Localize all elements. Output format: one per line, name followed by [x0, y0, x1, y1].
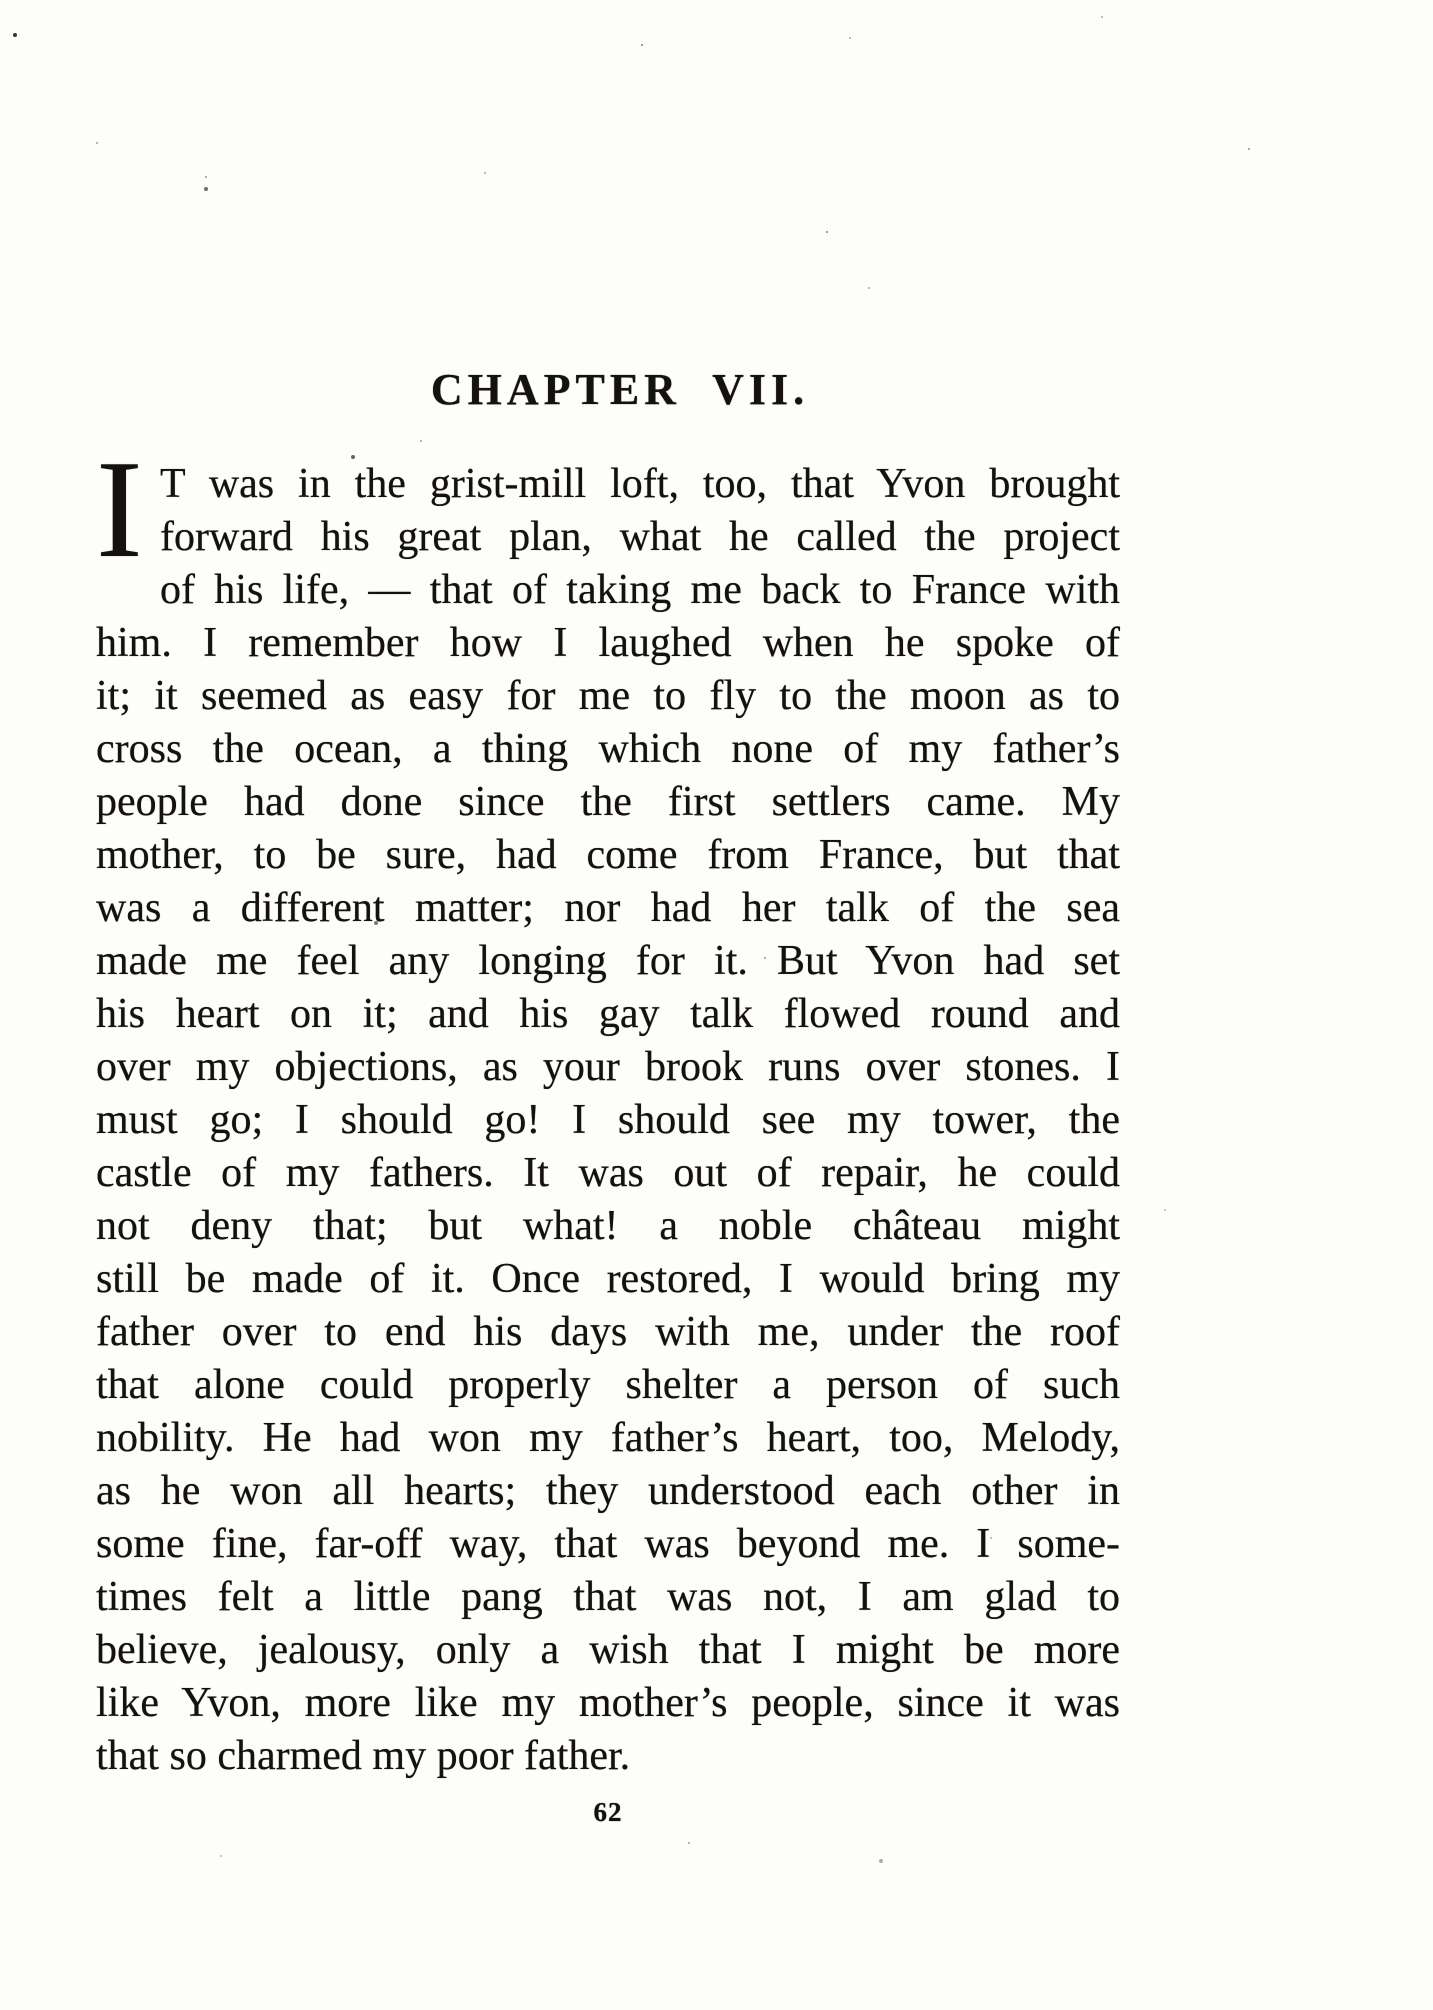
text-line: made me feel any longing for it. But Yvon had set — [96, 938, 1120, 984]
text-line: his heart on it; and his gay talk flowed round and — [96, 991, 1120, 1037]
text-line: believe, jealousy, only a wish that I might be more — [96, 1627, 1120, 1673]
text-line: forward his great plan, what he called the project — [160, 514, 1120, 560]
text-line: over my objections, as your brook runs over stones. I — [96, 1044, 1120, 1090]
text-line: some fine, far-off way, that was beyond me. I some- — [96, 1521, 1120, 1567]
text-line: T was in the grist-mill loft, too, that Yvon brought — [160, 461, 1120, 507]
drop-cap-letter: I — [96, 432, 143, 587]
text-line: times felt a little pang that was not, I am glad to — [96, 1574, 1120, 1620]
text-line: people had done since the first settlers came. My — [96, 779, 1120, 825]
text-line: that so charmed my poor father. — [96, 1733, 631, 1779]
text-line: it; it seemed as easy for me to fly to the moon as to — [96, 673, 1120, 719]
text-line: still be made of it. Once restored, I would bring my — [96, 1256, 1120, 1302]
chapter-heading: CHAPTER VII. — [430, 365, 810, 414]
text-line: him. I remember how I laughed when he spoke of — [96, 620, 1120, 666]
text-line: like Yvon, more like my mother’s people, since it was — [96, 1680, 1120, 1726]
text-line: cross the ocean, a thing which none of my father’s — [96, 726, 1120, 772]
chapter-paragraph — [96, 432, 1120, 1783]
text-line: castle of my fathers. It was out of repair, he could — [96, 1150, 1120, 1196]
text-line: of his life, — that of taking me back to France with — [160, 567, 1120, 613]
text-line: father over to end his days with me, under the roof — [96, 1309, 1120, 1355]
text-line: mother, to be sure, had come from France, but that — [96, 832, 1120, 878]
page-number: 62 — [593, 1797, 623, 1827]
text-line: was a different matter; nor had her talk of the sea — [96, 885, 1120, 931]
text-line: nobility. He had won my father’s heart, too, Melody, — [96, 1415, 1120, 1461]
text-line: that alone could properly shelter a person of such — [96, 1362, 1120, 1408]
paragraph-lines — [96, 432, 1120, 1783]
text-line: as he won all hearts; they understood each other in — [96, 1468, 1120, 1514]
text-block — [96, 366, 1120, 1828]
text-line: not deny that; but what! a noble château might — [96, 1203, 1120, 1249]
text-line: must go; I should go! I should see my tower, the — [96, 1097, 1120, 1143]
scan-noise-specks — [0, 0, 2, 2]
